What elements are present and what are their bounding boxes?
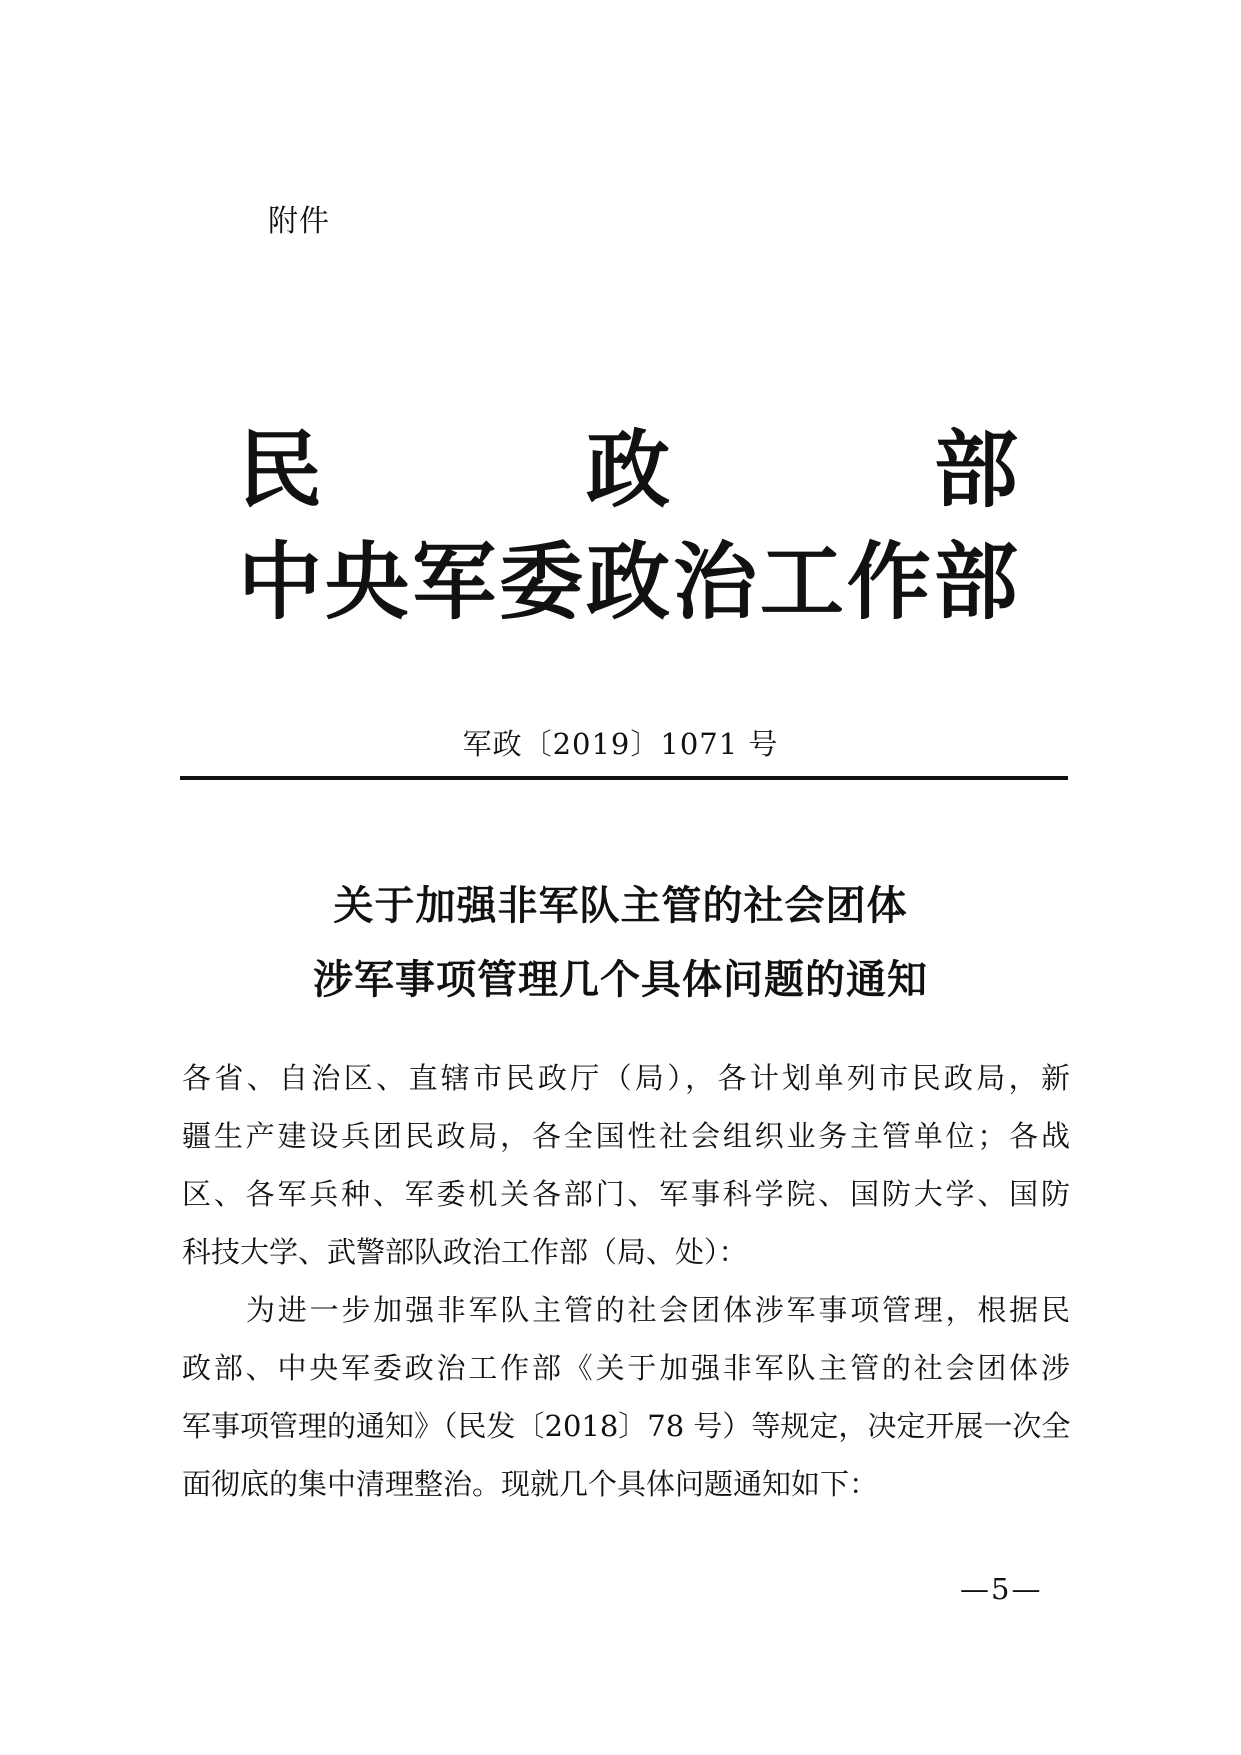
- page-number: —5—: [960, 1572, 1043, 1606]
- issuer-char: 委: [498, 533, 583, 631]
- addressee-line: 区、各军兵种、军委机关各部门、军事科学院、国防大学、国防: [182, 1177, 1070, 1211]
- issuer-cmc-political-work-department: [238, 533, 1018, 631]
- issuer-char: 政: [585, 533, 670, 631]
- body-line: 面彻底的集中清理整治。现就几个具体问题通知如下：: [182, 1467, 879, 1501]
- issuer-char: 部: [933, 421, 1018, 519]
- issuer-ministry-of-civil-affairs: [238, 421, 1018, 519]
- document-title-line-1: 关于加强非军队主管的社会团体: [333, 883, 908, 929]
- body-line: 军事项管理的通知》（民发〔2018〕78 号）等规定，决定开展一次全: [182, 1409, 1071, 1443]
- document-title-line-2: 涉军事项管理几个具体问题的通知: [313, 957, 928, 1003]
- issuer-char: 军: [411, 533, 496, 631]
- body-line: 为进一步加强非军队主管的社会团体涉军事项管理，根据民: [246, 1293, 1070, 1327]
- document-number: 军政〔2019〕1071 号: [462, 727, 779, 761]
- attachment-label: 附件: [268, 204, 330, 239]
- issuer-char: 中: [238, 533, 323, 631]
- issuer-char: 央: [324, 533, 409, 631]
- addressee-line: 疆生产建设兵团民政局，各全国性社会组织业务主管单位；各战: [182, 1119, 1070, 1153]
- addressee-line: 各省、自治区、直辖市民政厅（局），各计划单列市民政局，新: [182, 1061, 1070, 1095]
- header-divider: [180, 776, 1068, 780]
- issuer-char: 民: [238, 421, 323, 519]
- issuer-char: 作: [846, 533, 931, 631]
- body-line: 政部、中央军委政治工作部《关于加强非军队主管的社会团体涉: [182, 1351, 1070, 1385]
- issuer-char: 治: [672, 533, 757, 631]
- addressee-line: 科技大学、武警部队政治工作部（局、处）：: [182, 1235, 748, 1269]
- issuer-char: 工: [759, 533, 844, 631]
- issuer-char: 部: [933, 533, 1018, 631]
- issuer-char: 政: [585, 421, 670, 519]
